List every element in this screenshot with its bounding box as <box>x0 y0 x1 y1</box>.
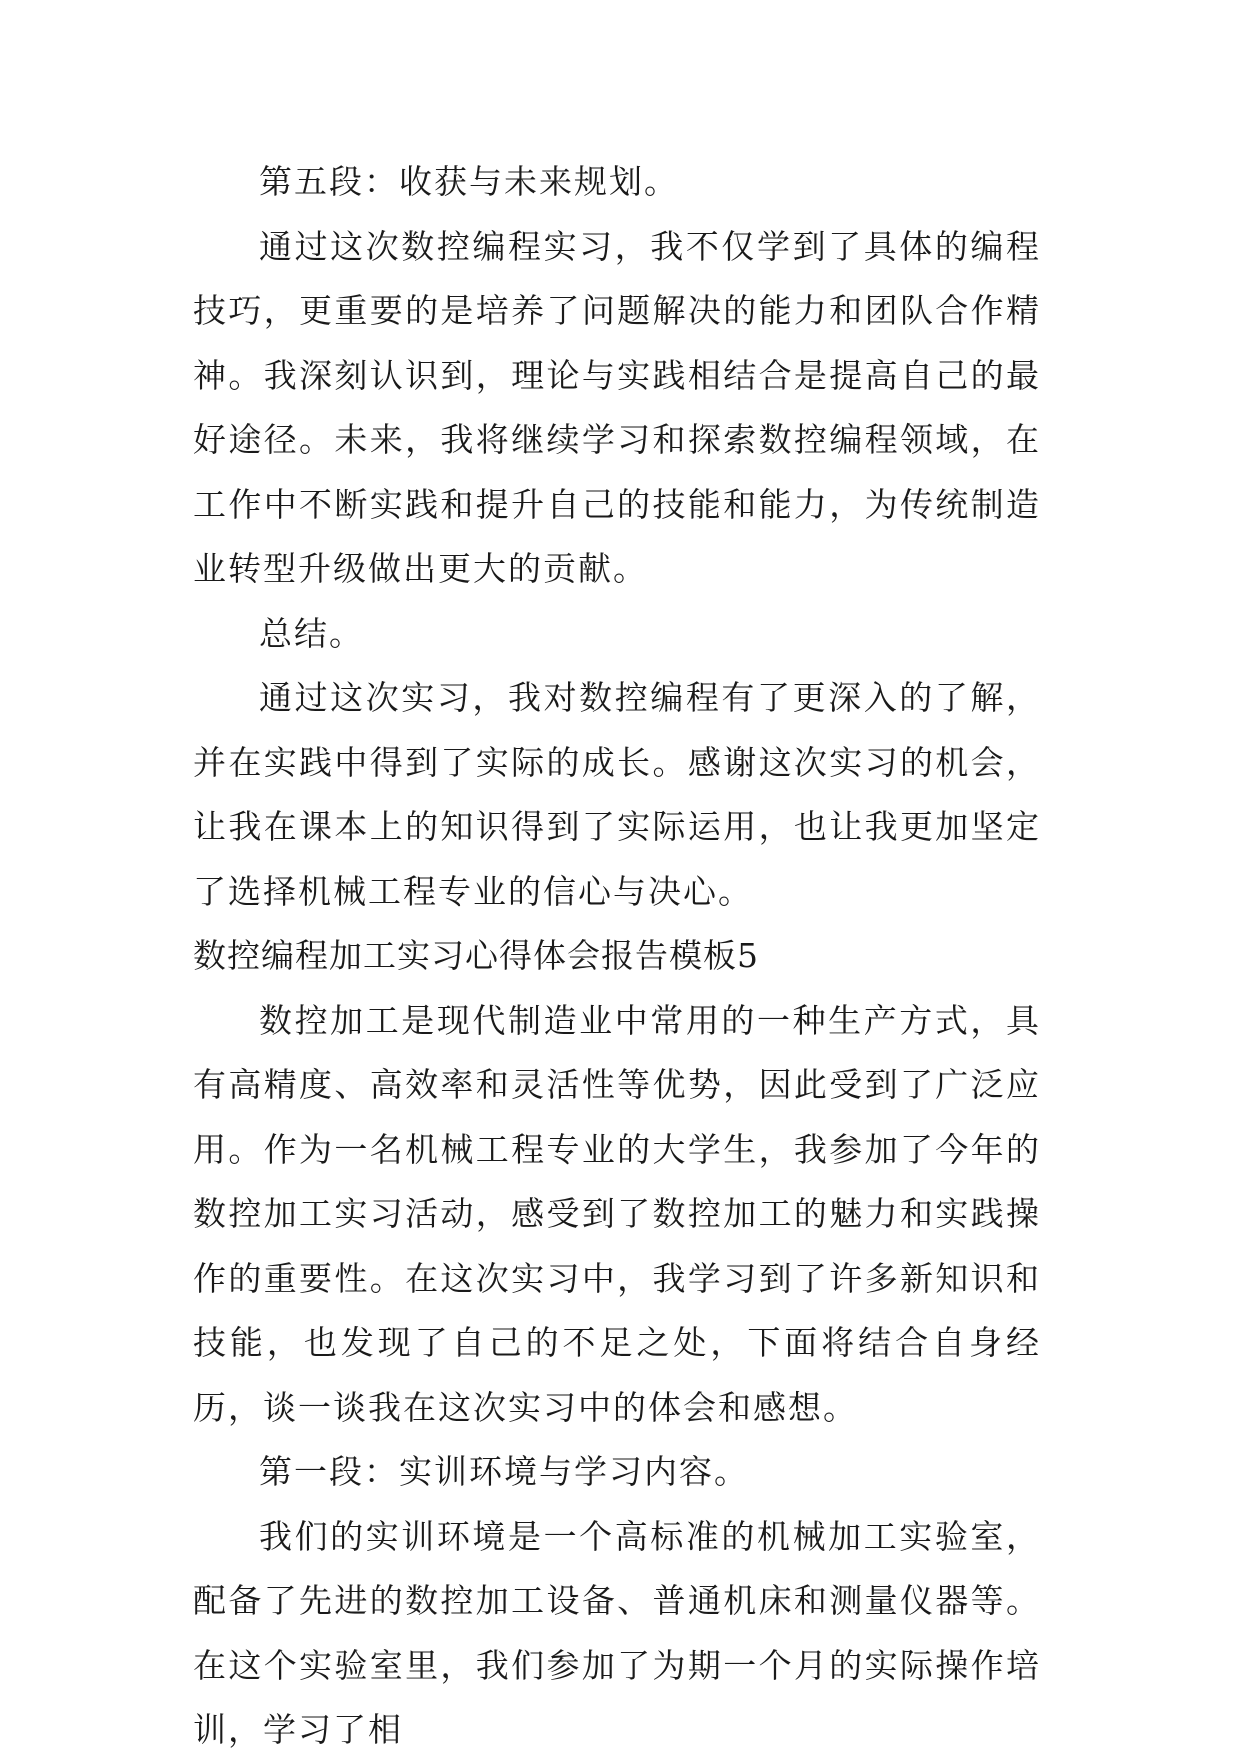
summary-heading: 总结。 <box>259 613 364 653</box>
summary-paragraph: 通过这次实习，我对数控编程有了更深入的了解，并在实践中得到了实际的成长。感谢这次实习的机会，让我在课本上的知识得到了实际运用，也让我更加坚定了选择机械工程专业的信心与决心。 <box>193 678 1041 911</box>
section-one-paragraph: 我们的实训环境是一个高标准的机械加工实验室，配备了先进的数控加工设备、普通机床和测量仪器等。在这个实验室里，我们参加了为期一个月的实际操作培训，学习了相 <box>193 1516 1041 1749</box>
section-five-heading: 第五段：收获与未来规划。 <box>259 162 679 201</box>
section-one-heading: 第一段：实训环境与学习内容。 <box>259 1452 749 1491</box>
section-five-paragraph: 通过这次数控编程实习，我不仅学到了具体的编程技巧，更重要的是培养了问题解决的能力和团队合作精神。我深刻认识到，理论与实践相结合是提高自己的最好途径。未来，我将继续学习和探索数控编程领域，在工作中不断实践和提升自己的技能和能力，为传统制造业转型升级做出更大的贡献。 <box>193 226 1041 588</box>
template-five-intro-paragraph: 数控加工是现代制造业中常用的一种生产方式，具有高精度、高效率和灵活性等优势，因此受到了广泛应用。作为一名机械工程专业的大学生，我参加了今年的数控加工实习活动，感受到了数控加工的魅力和实践操作的重要性。在这次实习中，我学习到了许多新知识和技能，也发现了自己的不足之处，下面将结合自身经历，谈一谈我在这次实习中的体会和感想。 <box>193 1000 1041 1427</box>
template-five-title: 数控编程加工实习心得体会报告模板5 <box>193 936 759 975</box>
